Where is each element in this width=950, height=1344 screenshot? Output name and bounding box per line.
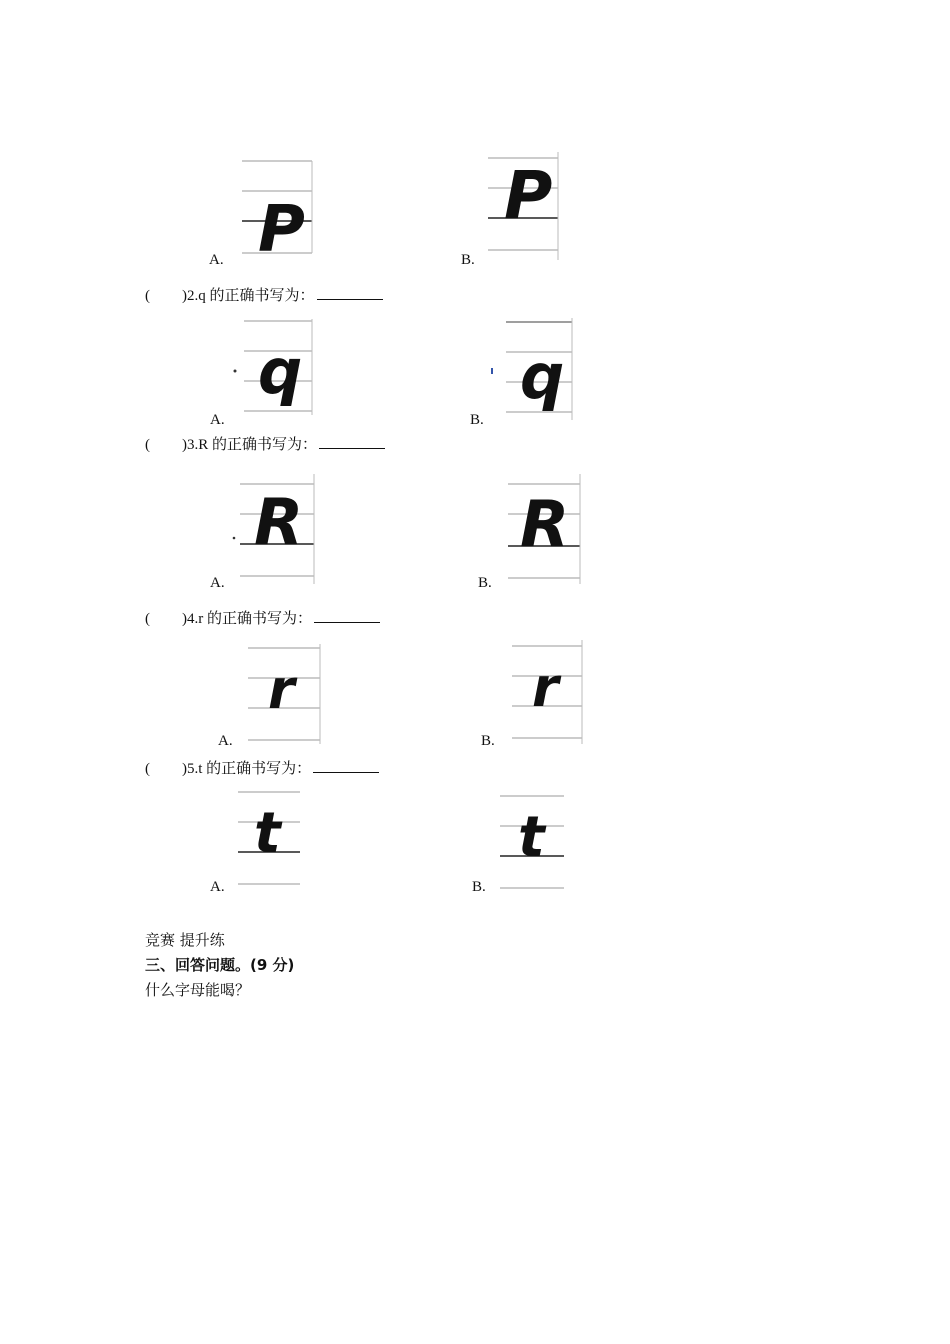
q1-glyph-b: P <box>504 157 553 234</box>
q3-glyph-b: R <box>520 488 570 562</box>
q4-option-b-label[interactable]: B. <box>481 733 495 749</box>
q2-open-paren: ( <box>145 288 150 304</box>
q4-option-b-image <box>508 638 588 746</box>
q2-glyph-b: q <box>520 340 565 413</box>
q3-open-paren: ( <box>145 437 150 453</box>
q5-option-b-image <box>498 792 570 892</box>
q4-open-paren: ( <box>145 611 150 627</box>
q2-blank-line[interactable] <box>317 285 383 300</box>
question-5 <box>145 758 379 778</box>
section-heading: 三、回答问题。(9 分) <box>145 956 295 974</box>
q5-option-a-image <box>234 788 306 890</box>
q3-text: )3.R 的正确书写为： <box>182 437 318 453</box>
section-tag: 竞赛 提升练 <box>145 931 225 949</box>
q5-text: )5.t 的正确书写为： <box>182 761 312 777</box>
q2-option-b-image <box>490 316 576 424</box>
q2-glyph-a: q <box>258 335 303 408</box>
q4-glyph-b: r <box>532 656 559 719</box>
q1-option-b-image <box>486 148 566 263</box>
question-3 <box>145 434 385 454</box>
q1-option-b-label[interactable]: B. <box>461 252 475 268</box>
q3-option-b-label[interactable]: B. <box>478 575 492 591</box>
q2-option-a-label[interactable]: A. <box>210 412 225 428</box>
q2-option-a-image <box>232 315 314 420</box>
q3-glyph-a: R <box>254 486 304 560</box>
q4-glyph-a: r <box>268 658 295 721</box>
q1-option-a-label[interactable]: A. <box>209 252 224 268</box>
q4-option-a-image <box>244 640 324 746</box>
q5-glyph-a: t <box>254 801 281 866</box>
q5-option-a-label[interactable]: A. <box>210 879 225 895</box>
question-2 <box>145 285 383 305</box>
q4-text: )4.r 的正确书写为： <box>182 611 312 627</box>
q3-blank-line[interactable] <box>319 434 385 449</box>
q1-glyph-a: P <box>258 193 305 267</box>
q2-text: )2.q 的正确书写为： <box>182 288 315 304</box>
q5-option-b-label[interactable]: B. <box>472 879 486 895</box>
q5-blank-line[interactable] <box>313 758 379 773</box>
q5-glyph-b: t <box>518 805 545 870</box>
q4-option-a-label[interactable]: A. <box>218 733 233 749</box>
q3-option-a-label[interactable]: A. <box>210 575 225 591</box>
q1-option-a-image <box>236 155 316 267</box>
question-4 <box>145 608 380 628</box>
q5-open-paren: ( <box>145 761 150 777</box>
q4-blank-line[interactable] <box>314 608 380 623</box>
q2-option-b-label[interactable]: B. <box>470 412 484 428</box>
q3-option-a-image <box>232 472 318 584</box>
q3-option-b-image <box>502 472 584 586</box>
section-prompt: 什么字母能喝？ <box>145 981 251 999</box>
